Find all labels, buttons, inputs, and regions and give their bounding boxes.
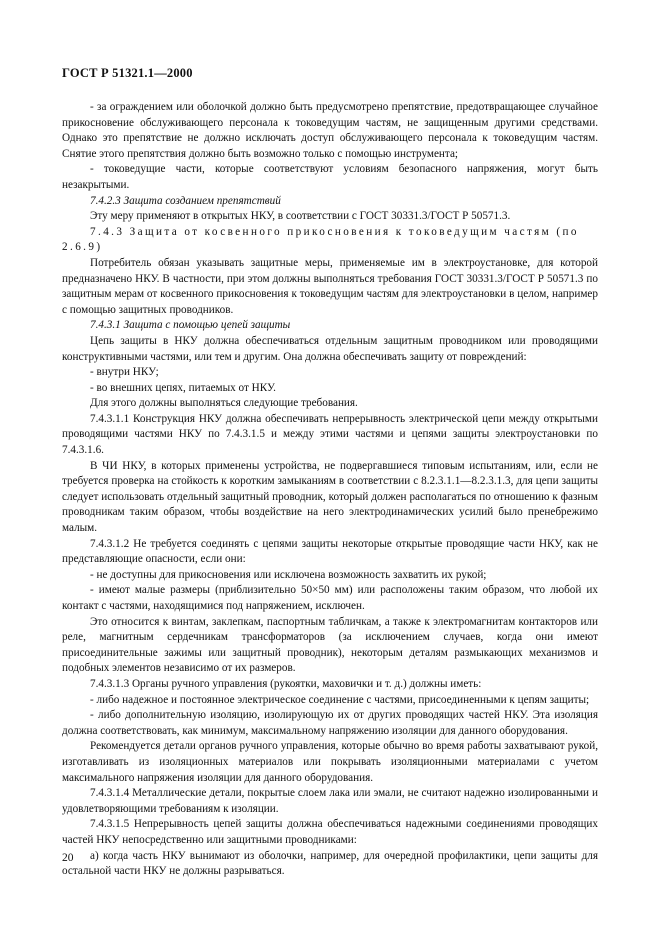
page-number: 20 xyxy=(62,852,74,864)
document-header: ГОСТ Р 51321.1—2000 xyxy=(62,66,193,80)
paragraph: 7.4.3.1.3 Органы ручного управления (рукоятки, маховички и т. д.) должны иметь: xyxy=(90,677,482,690)
list-item: - не доступны для прикосновения или исключена возможность захватить их рукой; xyxy=(90,568,487,581)
paragraph: 7.4.3.1.2 Не требуется соединять с цепями защиты некоторые открытые проводящие части НКУ, как не представляющие опасности, если они: xyxy=(62,537,598,566)
paragraph: - токоведущие части, которые соответствуют условиям безопасного напряжения, могут быть незакрытыми. xyxy=(62,163,598,191)
paragraph: 7.4.3.1.5 Непрерывность цепей защиты должна обеспечиваться надежными соединениями проводящих частей НКУ непосредственно или защитными проводниками: xyxy=(62,818,598,846)
paragraph: Рекомендуется детали органов ручного управления, которые обычно во время работы захватывают рукой, изготавливать из изоляционных материалов или покрывать изоляционными материалами с учетом максимального напряжения изоляции для данного оборудования. xyxy=(62,740,598,784)
paragraph: Цепь защиты в НКУ должна обеспечиваться отдельным защитным проводником или проводящими конструктивными частями, или тем и другим. Она должна обеспечивать защиту от повреждений: xyxy=(62,334,598,363)
list-item: а) когда часть НКУ вынимают из оболочки, например, для очередной профилактики, цепи защиты для остальной части НКУ не должны разрываться. xyxy=(62,849,598,878)
paragraph: Для этого должны выполняться следующие требования. xyxy=(90,397,358,410)
section-heading-text: 7.4.2.3 Защита созданием препятствий xyxy=(90,194,281,207)
paragraph: - за ограждением или оболочкой должно быть предусмотрено препятствие, предотвращающее случайное прикосновение обслуживающего персонала к токоведущим частям, не защищенным другими средствами. Однако это препятствие не должно исключать доступ обслуживающего персонала к токоведущим частям. Снятие этого препятствия должно быть возможно только с помощью инструмента; xyxy=(62,101,598,160)
list-item: - во внешних цепях, питаемых от НКУ. xyxy=(90,381,276,394)
list-item: - либо дополнительную изоляцию, изолирующую их от других проводящих частей НКУ. Эта изоляция должна соответствовать, как минимум, максимальному напряжению изоляции для данного оборудования. xyxy=(62,709,598,737)
paragraph: Эту меру применяют в открытых НКУ, в соответствии с ГОСТ 30331.3/ГОСТ Р 50571.3. xyxy=(90,210,511,223)
section-heading: 7.4.3 Защита от косвенного прикосновения к токоведущим частям (по 2.6.9) xyxy=(62,225,579,254)
list-item: - внутри НКУ; xyxy=(90,366,159,379)
paragraph: 7.4.3.1.1 Конструкция НКУ должна обеспечивать непрерывность электрической цепи между открытыми проводящими частями НКУ по 7.4.3.1.5 и между этими частями и цепями защиты электроустановки по 7.4.3.1.6. xyxy=(62,412,598,457)
section-heading xyxy=(62,194,598,210)
paragraph: Это относится к винтам, заклепкам, паспортным табличкам, а также к электромагнитам контакторов или реле, магнитным сердечникам трансформаторов (за исключением случаев, когда они имеют присоединительные зажимы или защитный проводник), некоторым деталям размыкающих механизмов и подобных элементов независимо от их размеров. xyxy=(62,615,598,675)
list-item: - либо надежное и постоянное электрическое соединение с частями, присоединенными к цепям защиты; xyxy=(90,693,590,706)
paragraph: В ЧИ НКУ, в которых применены устройства, не подвергавшиеся типовым испытаниям, или, если не требуется проверка на стойкость к коротким замыканиям в соответствии с 8.2.3.1.1—8.2.3.1.3, для цепи защиты следует использовать отдельный защитный проводник, который должен располагаться по отношению к фазным проводникам таким образом, чтобы воздействие на него электродинамических усилий было пренебрежимо малым. xyxy=(62,459,598,535)
section-heading-text: 7.4.3.1 Защита с помощью цепей защиты xyxy=(90,319,291,332)
section-heading xyxy=(62,318,598,334)
paragraph: Потребитель обязан указывать защитные меры, применяемые им в электроустановке, для которой предназначено НКУ. В частности, при этом должны выполняться требования ГОСТ 30331.3/ГОСТ Р 50571.3 по защитным мерам от косвенного прикосновения к токоведущим частям для электроустановки в целом, например с помощью защитных проводников. xyxy=(62,256,598,316)
paragraph: 7.4.3.1.4 Металлические детали, покрытые слоем лака или эмали, не считают надежно изолированными и удовлетворяющими требованиям к изоляции. xyxy=(62,787,598,815)
list-item: - имеют малые размеры (приблизительно 50×50 мм) или расположены таким образом, что любой их контакт с частями, находящимися под напряжением, исключен. xyxy=(62,584,598,612)
document-body xyxy=(62,100,598,880)
